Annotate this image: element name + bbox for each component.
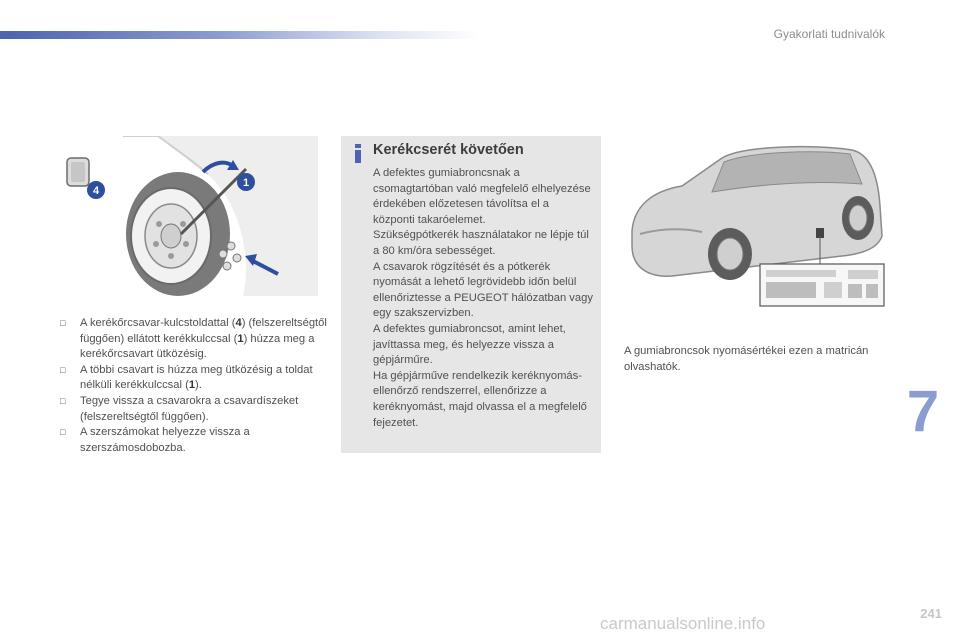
checkbox-bullet-icon: □ bbox=[60, 318, 66, 328]
callout-reference: 1 bbox=[237, 332, 244, 345]
callout-1: 1 bbox=[242, 177, 250, 189]
instruction-text: ) (felszereltségtől függően) ellátott kerékkulccsal ( bbox=[80, 317, 327, 345]
callout-reference: 4 bbox=[235, 317, 242, 329]
checkbox-bullet-icon: □ bbox=[60, 395, 66, 406]
info-paragraph: Szükségpótkerék használatakor ne lépje túl a 80 km/óra sebességet. bbox=[373, 229, 589, 257]
instruction-item bbox=[58, 316, 338, 363]
callout-reference: 1 bbox=[188, 379, 196, 392]
info-title: Kerékcserét követően bbox=[373, 142, 524, 158]
info-paragraph: A defektes gumiabroncsot, amint lehet, javíttassa meg, és helyezze vissza a gépjárműre. bbox=[373, 322, 566, 367]
wheel-change-illustration bbox=[53, 136, 318, 296]
callout-4: 4 bbox=[92, 185, 100, 197]
info-body bbox=[373, 166, 593, 431]
info-paragraph: A csavarok rögzítését és a pótkerék nyomását a lehető legrövidebb időn belül ellenőriztesse a PEUGEOT hálózatban vagy egy szakszervizben. bbox=[373, 260, 593, 320]
instruction-item bbox=[58, 425, 338, 456]
instruction-item bbox=[58, 394, 338, 425]
header-accent-bar bbox=[0, 31, 480, 39]
info-icon bbox=[352, 144, 364, 163]
section-title: Gyakorlati tudnivalók bbox=[773, 27, 885, 41]
car-illustration bbox=[612, 136, 888, 308]
instruction-text: ) húzza meg a kerékőrcsavart ütközésig. bbox=[80, 332, 315, 361]
checkbox-bullet-icon: □ bbox=[60, 364, 66, 375]
car-caption: A gumiabroncsok nyomásértékei ezen a matricán olvashatók. bbox=[624, 345, 869, 373]
info-paragraph: Ha gépjárműve rendelkezik keréknyomás-ellenőrző rendszerrel, ellenőrizze a keréknyomást, majd olvassa el a megfelelő fejezetet. bbox=[373, 369, 587, 429]
instruction-text: A szerszámokat helyezze vissza a szerszámosdobozba. bbox=[80, 426, 250, 454]
instruction-text: A többi csavart is húzza meg ütközésig a toldat nélküli kerékkulccsal ( bbox=[80, 363, 313, 392]
instruction-list bbox=[58, 316, 338, 456]
chapter-number: 7 bbox=[906, 379, 940, 444]
checkbox-bullet-icon: □ bbox=[60, 427, 66, 438]
instruction-text: Tegye vissza a csavarokra a csavardíszeket (felszereltségtől függően). bbox=[80, 394, 299, 423]
info-paragraph: A defektes gumiabroncsnak a csomagtartóban való megfelelő elhelyezése érdekében előzetesen távolítsa el a központi takaróelemet. bbox=[373, 167, 591, 226]
instruction-text: A kerékőrcsavar-kulcstoldattal ( bbox=[80, 317, 236, 329]
instruction-text: ). bbox=[195, 379, 202, 392]
info-box bbox=[341, 136, 601, 453]
page-number: 241 bbox=[920, 606, 942, 621]
instruction-item bbox=[58, 363, 338, 394]
watermark: carmanualsonline.info bbox=[600, 614, 766, 633]
